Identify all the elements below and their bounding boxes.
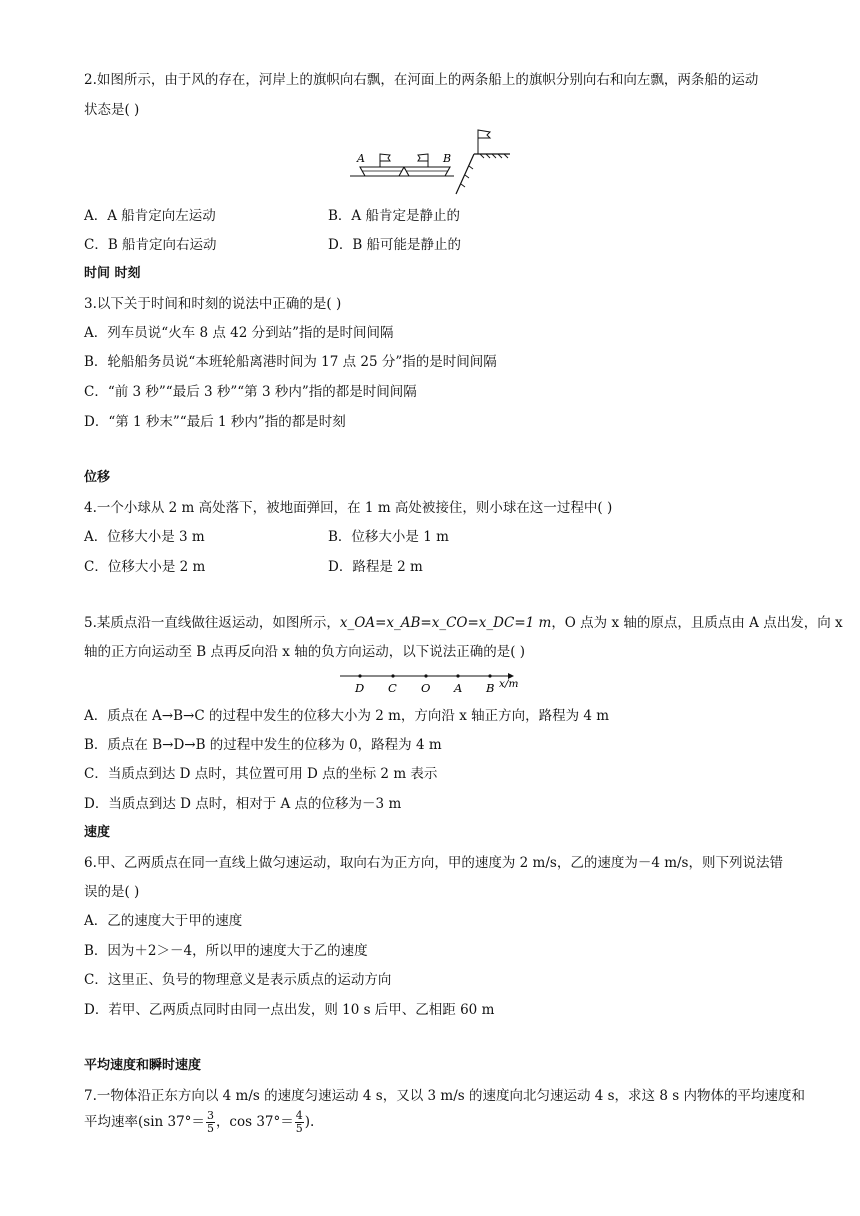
section-heading-average-speed: 平均速度和瞬时速度 — [84, 1058, 202, 1073]
q4-option-d: D．路程是 2 m — [328, 559, 423, 575]
fraction-three-fifths — [206, 1110, 215, 1135]
q6-stem-line2: 误的是( ) — [84, 884, 140, 900]
q7-stem-line1: 7.一物体沿正东方向以 4 m/s 的速度匀速运动 4 s，又以 3 m/s 的速度向北匀速运动 4 s，求这 8 s 内物体的平均速度和 — [84, 1088, 805, 1104]
boat-a-label: A — [357, 152, 365, 165]
q5-option-a: A．质点在 A→B→C 的过程中发生的位移大小为 2 m，方向沿 x 轴正方向，路程为 4 m — [84, 708, 610, 724]
axis-point-b: B — [486, 681, 495, 695]
q6-option-b: B．因为＋2＞－4，所以甲的速度大于乙的速度 — [84, 943, 368, 959]
q5-equation: x_OA=x_AB=x_CO=x_DC=1 m — [339, 615, 552, 631]
q6-option-d: D．若甲、乙两质点同时由同一点出发，则 10 s 后甲、乙相距 60 m — [84, 1002, 495, 1018]
q2-option-c: C．B 船肯定向右运动 — [84, 237, 217, 253]
q5-stem-line1 — [84, 611, 843, 631]
fraction-denominator: 5 — [206, 1122, 214, 1135]
q3-option-a: A．列车员说“火车 8 点 42 分到站”指的是时间间隔 — [84, 325, 394, 341]
fraction-numerator: 4 — [295, 1109, 303, 1122]
q3-option-d: D．“第 1 秒末”“最后 1 秒内”指的都是时刻 — [84, 414, 346, 430]
fraction-denominator: 5 — [295, 1122, 303, 1135]
axis-point-a: A — [454, 681, 463, 695]
q7-line2-post: ). — [304, 1114, 315, 1130]
q4-option-a: A．位移大小是 3 m — [84, 529, 205, 545]
axis-point-c: C — [388, 681, 397, 695]
q7-line2-mid: ，cos 37°＝ — [215, 1114, 294, 1130]
section-heading-speed: 速度 — [84, 825, 111, 840]
boats-river-figure — [348, 126, 512, 196]
x-axis-figure — [338, 668, 538, 698]
q2-stem-line1: 2.如图所示，由于风的存在，河岸上的旗帜向右飘，在河面上的两条船上的旗帜分别向右和向左飘，两条船的运动 — [84, 72, 759, 88]
q5-option-c: C．当质点到达 D 点时，其位置可用 D 点的坐标 2 m 表示 — [84, 766, 438, 782]
q4-option-b: B．位移大小是 1 m — [328, 529, 449, 545]
q6-option-c: C．这里正、负号的物理意义是表示质点的运动方向 — [84, 972, 392, 988]
axis-unit-label: x/m — [499, 678, 519, 690]
q2-option-b: B．A 船肯定是静止的 — [328, 208, 460, 224]
q3-option-b: B．轮船船务员说“本班轮船离港时间为 17 点 25 分”指的是时间间隔 — [84, 354, 497, 370]
q2-option-d: D．B 船可能是静止的 — [328, 237, 462, 253]
q3-option-c: C．“前 3 秒”“最后 3 秒”“第 3 秒内”指的都是时间间隔 — [84, 384, 417, 400]
q5-option-d: D．当质点到达 D 点时，相对于 A 点的位移为－3 m — [84, 796, 402, 812]
q7-line2-pre: 平均速率(sin 37°＝ — [84, 1114, 205, 1130]
q6-stem-line1: 6.甲、乙两质点在同一直线上做匀速运动，取向右为正方向，甲的速度为 2 m/s，乙的速度为－4 m/s，则下列说法错 — [84, 855, 783, 871]
fraction-numerator: 3 — [206, 1109, 214, 1122]
section-heading-time: 时间 时刻 — [84, 266, 141, 281]
q2-stem-line2: 状态是( ) — [84, 102, 140, 118]
axis-point-o: O — [421, 681, 431, 695]
q5-option-b: B．质点在 B→D→B 的过程中发生的位移为 0，路程为 4 m — [84, 737, 442, 753]
axis-point-d: D — [355, 681, 365, 695]
fraction-four-fifths — [295, 1110, 304, 1135]
q5-stem-line1-post: ，O 点为 x 轴的原点，且质点由 A 点出发，向 x — [551, 615, 843, 631]
q3-stem: 3.以下关于时间和时刻的说法中正确的是( ) — [84, 296, 342, 312]
q4-option-c: C．位移大小是 2 m — [84, 559, 206, 575]
q5-stem-line2: 轴的正方向运动至 B 点再反向沿 x 轴的负方向运动，以下说法正确的是( ) — [84, 644, 526, 660]
q5-stem-line1-pre: 5.某质点沿一直线做往返运动，如图所示， — [84, 615, 340, 631]
section-heading-displacement: 位移 — [84, 470, 111, 485]
q4-stem: 4.一个小球从 2 m 高处落下，被地面弹回，在 1 m 高处被接住，则小球在这一过程中( ) — [84, 500, 613, 516]
q6-option-a: A．乙的速度大于甲的速度 — [84, 913, 243, 929]
boat-b-label: B — [443, 152, 452, 165]
q2-option-a: A．A 船肯定向左运动 — [84, 208, 216, 224]
q7-stem-line2 — [84, 1110, 314, 1135]
